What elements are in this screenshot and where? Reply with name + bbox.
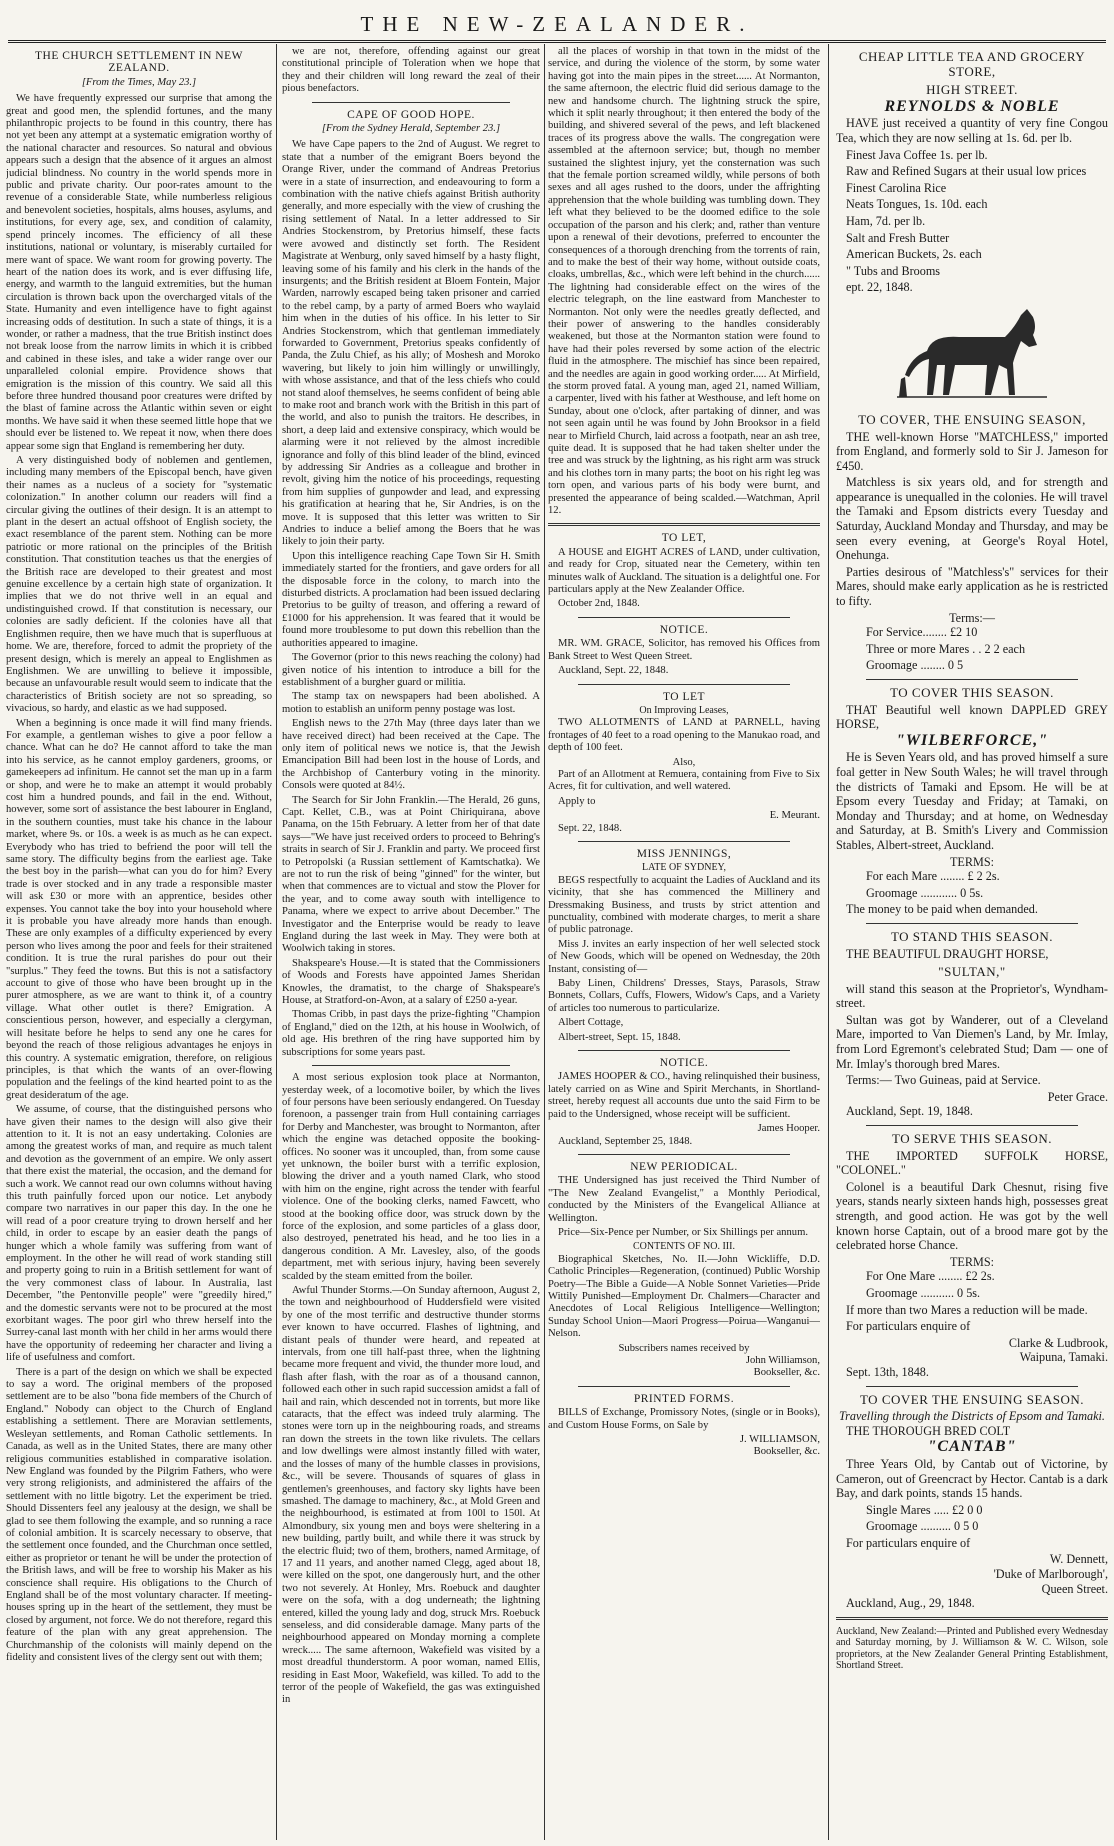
ad-body: BEGS respectfully to acquaint the Ladies of Auckland and its vicinity, that she has commenced the Millinery and Dressmaking Business, and trusts by strict attention and punctuality, combined with moderate charges, to merit a share of public patronage. [548,874,820,936]
ad-body: Colonel is a beautiful Dark Chesnut, rising five years, stands nearly sixteen hands high, possesses great strength, and good action. He was got by the well known horse Captain, out of a brood mare got by the celebrated horse Chance. [836,1179,1108,1253]
article-source: [From the Sydney Herald, September 23.] [321,123,501,135]
ad-role: Bookseller, &c. [753,1367,820,1379]
ad-horse-name: "SULTAN," [938,964,1006,980]
list-item: Ham, 7d. per lb. [846,213,926,228]
ad-body: HAVE just received a quantity of very fine Congou Tea, which they are now selling at 1s. 6d. per lb. [836,116,1108,145]
article-paragraph: Upon this intelligence reaching Cape Town Sir H. Smith immediately started for the frontiers, and gave orders for all the disposable force in the colony, to march into the disturbed districts. A proclamation had been issued declaring Pretorius to be guilty of treason, and offering a reward of £1000 for his apprehension. It was feared that it would be found more troublesome to put down this rebellion than the authorities appeared to imagine. [282,550,540,649]
ad-heading: NOTICE. [659,1057,709,1070]
list-item: American Buckets, 2s. each [846,247,982,262]
ad-date: Auckland, Sept. 19, 1848. [846,1104,973,1119]
article-heading: CAPE OF GOOD HOPE. [347,108,475,121]
ad-terms-row: For One Mare ........ £2 2s. [866,1269,995,1284]
newspaper-title: THE NEW-ZEALANDER. [360,12,754,36]
ad-terms-row: For Service........ £2 10 [866,625,978,640]
ad-signature: J. WILLIAMSON, [739,1434,820,1446]
ad-body: JAMES HOOPER & CO., having relinquished their business, lately carried on as Wine and Spirit Merchants, in Shortland-street, hereby request all accounts due unto the said Firm to be paid to the Undersigned, whose receipt will be sufficient. [548,1071,820,1120]
article-paragraph: Awful Thunder Storms.—On Sunday afternoon, August 2, the town and neighbourhood of Huddersfield were visited by one of the most terrific and destructive thunder storms ever known to have occurred. Flashes of lightning, and distant peals of thunder were heard, and repeated at intervals, from one till half-past three, when the lightning became more frequent and vivid, the thunder more loud, and flash after flash, with the roar as of a thousand cannon, followed each other in such rapid succession amidst a fall of hail and rain, which descended not in torrents, but more like cataracts, that the effect was indeed truly alarming. The stones were torn up in the neighbouring roads, and streams ran down the streets in the town like rivulets. The cellars and low dwellings were almost instantly filled with water, and the losses of many of the humble classes in provisions, &c., will be severe. Thousands of squares of glass in gentlemen's greenhouses, and factory sky lights have been smashed. The damage to machinery, &c., at Mold Green and the neighbourhood, is estimated at from 100l to 150l. At Almondbury, six young men and boys were sheltering in a new building, partly built, and while there it was struck by the electric fluid; two of them, brothers, named Armitage, of 17 and 11 years, and another named Clegg, aged about 18, were killed on the spot, one dangerously hurt, and the other two not severely. At Honley, Mrs. Roebuck and daughter were on the sofa, with a dog underneath; the lightning entered, killed the young lady and dog, struck Mrs. Roebuck senseless, and did considerable damage. Many parts of the neighbourhood appeared on Monday morning a complete wreck..... The same afternoon, Wakefield was visited by a most dreadful thunderstorm. A poor woman, named Ellis, residing in East Moor, Wakefield, was killed. To add to the terror of the people of Wakefield, the gas was extinguished in [282,1285,540,1706]
ad-heading: NEW PERIODICAL. [630,1160,738,1173]
ad-heading: TO SERVE THIS SEASON. [892,1131,1052,1147]
ad-terms-row: For each Mare ........ £ 2 2s. [866,869,1000,884]
separator [578,1154,790,1155]
article-paragraph: When a beginning is once made it will find many friends. For example, a gentleman wishes to give a poor fellow a chance. What can he do? He cannot afford to take the man into his service, as he cannot employ gardeners, grooms, or gamekeepers ad infinitum. He cannot set the man up in a farm or shop, and were he to make an attempt it would probably cost him a hundred pounds, and fail in the end. Without, however, some sort of assistance the best labourer in England, in the southern counties, must take his chance in the labour market, where 9s. or 10s. a week is as much as he can expect. Everybody who has tried to befriend the poor will tell the same story. The difficulty begins from the earliest age. Take the best boy in the parish—what can you do for him? Every trade is over stocked and in any trade a responsible master will ask £30 or more with an apprentice, besides other expenses. You cannot take the boy into your household where it is probable you have already more hands than enough. These are only examples of a difficulty experienced by every person who lives among the poor and feels for their straitened condition. It is true the rural parishes do pour out their "surplus." They feed the towns. But this is not a satisfactory account to give of those who have been brought up in the purer atmosphere, as we are want to think it, of a country village. What other outlet is there? Emigration. A conscientious person, however, and especially a clergyman, will hesitate before he helps to send any one he cares for beyond the reach of those religious advantages he enjoys in this country. A systematic emigration, therefore, on religious principles, is that which the wants of an over-flowing population and the feelings of the kind hearted point to as the great desideratum of the age. [6,717,272,1101]
horse-woodcut-icon [887,299,1057,409]
separator [866,679,1078,680]
list-item: Finest Carolina Rice [846,180,947,195]
column-1 [6,46,272,1836]
list-item: " Tubs and Brooms [846,263,941,278]
ad-terms-row: Single Mares ..... £2 0 0 [866,1502,983,1517]
ad-place: Waipuna, Tamaki. [1019,1350,1108,1365]
ad-brand: REYNOLDS & NOBLE [884,97,1060,115]
ad-particulars: For particulars enquire of [846,1319,971,1334]
ad-date: Auckland, Aug., 29, 1848. [846,1596,975,1611]
ad-body: THE Undersigned has just received the Third Number of "The New Zealand Evangelist," a Monthly Periodical, conducted by the Ministers of the Evangelical Alliance at Wellington. [548,1175,820,1224]
ad-place: Albert Cottage, [558,1017,624,1029]
ad-terms: Terms:— Two Guineas, paid at Service. [846,1073,1041,1088]
ad-date: Auckland, September 25, 1848. [558,1135,693,1147]
ad-role: Bookseller, &c. [753,1446,820,1458]
ad-heading: TO LET [662,690,706,703]
ad-body: A HOUSE and EIGHT ACRES of LAND, under cultivation, and ready for Crop, situated near the Cemetery, within ten minutes walk of Auckland. The situation is a delightful one. For particulars apply at the New Zealander Office. [548,546,820,596]
separator [578,1050,790,1051]
ad-body: Miss J. invites an early inspection of her well selected stock of New Goods, which will be opened on Wednesday, the 20th Instant, consisting of— [548,938,820,975]
ad-date: ept. 22, 1848. [846,280,913,295]
ad-body: He is Seven Years old, and has proved himself a sure foal getter in New South Wales; he will travel through the districts of Tamaki and Epsom. He will be at Epsom every Tuesday and Friday; at Tamaki, on Monday and Thursday; and at home, on Wednesday and Saturday, at B. Smith's Livery and Commission Stables, Albert-street, Auckland. [836,750,1108,852]
article-source: [From the Times, May 23.] [81,76,197,88]
article-paragraph: We assume, of course, that the distinguished persons who have given their names to the design will also give their attention to it. It is not an easy undertaking. Colonies are among the greatest works of man, and require as much talent and devotion as the government of an empire. We only assert that there exist the material, the occasion, and the demand for such a work. We cannot read our own columns without having this truth painfully forced upon our notice. Let anybody compare two narratives in our paper this day. In the one he will read of a poor creature trying to drown herself and her child, in order to escape by an easier death the pangs of hunger which a whole family was suffering from want of employment. In the other he will read of work standing still and property going to ruin in a British settlement for want of the very commonest class of labour. In Australia, last December, "the Pentonville people" were "greedily hired," and the domestic servants were not to be procured at the most exorbitant wages. The poor girl who threw herself into the Surrey-canal last month with her child in her arms would there have the opportunity of redeeming her character and living a life of usefulness and comfort. [6,1104,272,1364]
ad-body: THAT Beautiful well known DAPPLED GREY HORSE, [836,702,1108,732]
ad-note: If more than two Mares a reduction will be made. [846,1302,1088,1317]
ad-body: Matchless is six years old, and for strength and appearance is unequalled in the colonies. He will travel the Tamaki and Epsom districts every Tuesday and Saturday, Auckland Monday and Thursday, and may be seen every evening, at George's Royal Hotel, Onehunga. [836,475,1108,563]
ad-heading: TO COVER, THE ENSUING SEASON, [858,411,1086,427]
article-paragraph: English news to the 27th May (three days later than we have received direct) had been received at the Cape. The only item of political news we notice is, that the Jewish Emancipation Bill had been lost in the house of Lords, and the Archbishop of Canterbury voting in the minority. Consols were quoted at 84½. [282,718,540,792]
ad-terms-label: TERMS: [949,854,995,869]
separator [312,102,510,103]
ad-contents-title: CONTENTS OF NO. III. [633,1241,735,1253]
ad-place: 'Duke of Marlborough', [993,1567,1108,1582]
ad-terms-row: Groomage ........... 0 5s. [866,1285,981,1300]
ad-also: Also, [672,756,696,768]
ad-body: TWO ALLOTMENTS of LAND at PARNELL, having frontages of 40 feet to a road opening to the Manukao road, and depth of 100 feet. [548,717,820,754]
article-paragraph: We have frequently expressed our surprise that among the great and good men, the splendid fortunes, and the many philanthropic projects to be found in this country, there has not yet been any attempt at a systematic emigration worthy of the national character and resources. So natural and obvious appears such a design that the absence of it argues an almost judicial blindness. No country in the world spends more in public and private charity. Our poor-rates amount to the revenue of a considerable State, while numberless religious and benevolent societies, hospitals, alms houses, asylums, and institutions, for every age, sex, and condition of calamity, spend princely incomes. The efficiency of all these institutions, national or voluntary, is miserably curtailed for mere want of space. We want room for growing poverty. The heart of the nation does its work, and is ever diffusing life, energy, and warmth to the languid extremities, but the human circulation is thrown back upon the overcharged vitals of the State. Humanity and even intelligence have to fight against increasing odds of destitution. In such a state of things, it is a wonder, or rather a madness, that the true British instinct does not break loose from the narrow limits in which it is cribbed and cabined in these isles, and take a wider range over our unparalleled colonial empire. Providence shows that emigration is the mission of this country. We said all this before three hundred thousand poor creatures were drifted by the blast of famine across the Atlantic within seven or eight months. We have said it when these seemed little hope that we should ever be listened to. We repeat it now, when there does appear some sign that England is remembering her duty. [6,93,272,452]
article-paragraph: The Search for Sir John Franklin.—The Herald, 26 guns, Capt. Kellet, C.B., was at Point Chiriquirana, above Panama, on the 15th February. A letter from her of that date says—"We have just received orders to proceed to Behring's straits in search of Sir J. Franklin and party. We proceed first to Petropolski (a Russian settlement of Kamtschatka). We are not to run the risk of being "ginned" for the winter, but when that commences are to victual and stow the Plover for the year, and to come away south with intelligence to Panama, where we expect to arrive about December." The Investigator and the Enterprise would be ready to leave England during the last week in May. They were both at Woolwich taking in stores. [282,794,540,955]
ad-terms-row: Groomage ............ 0 5s. [866,885,984,900]
separator [866,923,1078,924]
ad-contents: Biographical Sketches, No. II.—John Wickliffe, D.D. Catholic Principles—Regeneration, (continued) Public Worship Poetry—The Bible a Guide—A Noble Sonnet Varieties—Pride Wittily Punished—Employment Dr. Chalmers—Character and Anecdotes of Local Religious Intelligence—Wellington; Sunday School Union—Maori Progress—Poirua—Wanganui—Nelson. [548,1253,820,1340]
ad-heading: TO COVER THIS SEASON. [890,685,1054,700]
list-item: Finest Java Coffee 1s. per lb. [846,147,988,162]
article-paragraph: The stamp tax on newspapers had been abolished. A motion to establish an uniform penny postage was lost. [282,691,540,715]
ad-terms-row: Groomage ........ 0 5 [866,658,964,673]
masthead [0,0,1114,44]
article-paragraph: A very distinguished body of noblemen and gentlemen, including many members of the Episcopal bench, have given their names as a nucleus of a society for "systematic colonization." In another column our readers will find a circular giving the outlines of their design. It is an attempt to plant in the desert an actual offshoot of English society, the exact resemblance of the parent stem. Nothing can be more patriotic or more rational on the principles of the British constitution. That constitution teaches us that the energies of the British race are developed to their greatest and most genuine excellence by a certain high state of organization. It implies that we do not thrive well in an equal and undistinguished crowd. If that constitution is necessary, our colonies are sadly deficient. If the colonies have all that Englishmen require, then we have much that is superfluous at home. We are, therefore, forced to admit the propriety of the present design, which is merely an appeal to Englishmen as Englishmen. We are unwilling to believe it impossible, because an unfavourable result would seem to indicate that the characteristics of British society are not so spreading, so vivacious, so hardy, and elastic as we had supposed. [6,455,272,715]
ad-subscribers: Subscribers names received by [618,1342,750,1354]
article-paragraph: Shakspeare's House.—It is stated that the Commissioners of Woods and Forests have appointed James Sheridan Knowles, the dramatist, to the charge of Shakspeare's House, at Stratford-on-Avon, at a salary of £250 a-year. [282,957,540,1007]
ad-heading: TO COVER THE ENSUING SEASON. [859,1391,1085,1407]
ad-body: will stand this season at the Proprietor's, Wyndham-street. [836,981,1108,1011]
ad-subheading: HIGH STREET. [926,82,1018,98]
article-paragraph: We have Cape papers to the 2nd of August. We regret to state that a number of the emigrant Boers beyond the Orange River, under the command of Andreas Pretorius were in a state of insurrection, and endeavouring to form a combination with the native chiefs against British authority generally, and more especially with the view of crushing the rising settlement of Natal. In a letter addressed to Sir Andries Stockenstrom, by Pretorius himself, these facts were avowed and distinctly set forth. The Resident Magistrate at Wenburg, only saved himself by a hasty flight, leaving some of his family and his clerk in the hands of the insurgents; and the British resident at Bloem Fontein, Major Warden, narrowly escaped being taken prisoner and carried to the rebel camp, by a party of armed Boers who waylaid him when in the duties of his office. In his letter to Sir Andries Stockenstrom, which that gentleman immediately forwarded to Government, Pretorius speaks confidently of Panda, the Zulu Chief, as his ally; of Moshesh and Moroko wavering, but likely to join him willingly or unwillingly, with whose assistance, and that of the less chiefs who could not stand aloof themselves, he seems confident of being able to make root and branch work with the British in this part of the world, and also to punish the traitors. He describes, in short, a deep laid and extensive conspiracy, which would be alarming were it not relieved by the almost incredible ignorance and folly of this blind leader of the blind, evinced by addressing Sir Andries as a colleague and brother in revolt, giving him the notice of his proceedings, requesting from him supplies of gunpowder and lead, and expressing his gratification at hearing that he, Sir Andries, is on the move. It is supposed that this letter was written to Sir Andries to induce a belief among the Boers that he was likely to join their party. [282,139,540,548]
separator [312,1065,510,1066]
ad-date: Sept. 13th, 1848. [846,1364,929,1379]
ad-body: Sultan was got by Wanderer, out of a Cleveland Mare, imported to Van Diemen's Land, by Mr. Imlay, from Lord Egremont's celebrated Stud; Dam — one of Mr. Imlay's thorough bred Mares. [836,1012,1108,1071]
ad-horse-name: "CANTAB" [927,1438,1017,1456]
article-paragraph: The Governor (prior to this news reaching the colony) had given notice of his intention to introduce a bill for the establishment of a burgher guard or militia. [282,652,540,688]
ad-terms-label: Terms:— [949,610,995,625]
column-2 [282,46,540,1836]
ad-signature: Clarke & Ludbrook, [1008,1335,1108,1350]
ad-horse-name: "WILBERFORCE," [895,731,1049,749]
list-item: Salt and Fresh Butter [846,230,950,245]
ad-signature: W. Dennett, [1049,1552,1108,1567]
ad-travel-note: Travelling through the Districts of Epsom and Tamaki. [839,1409,1105,1424]
column-divider [544,44,545,1840]
ad-body: THE BEAUTIFUL DRAUGHT HORSE, [846,946,1049,961]
ad-heading: PRINTED FORMS. [633,1392,735,1405]
ad-body: BILLS of Exchange, Promissory Notes, (single or in Books), and Custom House Forms, on Sale by [548,1407,820,1431]
column-3 [548,46,820,1836]
ad-terms-row: Three or more Mares . . 2 2 each [866,641,1026,656]
ad-note: The money to be paid when demanded. [846,902,1038,917]
article-paragraph: There is a part of the design on which we shall be expected to say a word. The original members of the proposed settlement are to be also "bona fide members of the Church of England." Nobody can object to the Church of England establishing a settlement. There are Moravian settlements, Wesleyan settlements, and Roman Catholic settlements. In Canada, as well as in the United States, there are many other religious communities established in comparative isolation. New England was founded by the Pilgrim Fathers, who were very strong religionists, and administered the affairs of the settlement with no little bigotry. Let the experiment be tried. Should Dissenters feel any jealousy at the design, we shall be glad to see them following the example, and so running a race of colonial ambition. It is scarcely necessary to observe, that the settlement once founded, and the Churchman once settled, either as proprietor or tenant he will be under the protection of the British laws, and will be free to worship his Maker as his conscience shall require. His obligations to the Church of England shall be of the most voluntary character. If meeting-houses spring up in the heart of the settlement, they must be closed by argument, not force. We do not therefore, regard this feature of the plan with any great apprehension. The Churchmanship of the colonists will mainly depend on the fidelity and consistent lives of the clergy sent out with them; [6,1366,272,1663]
ad-date: October 2nd, 1848. [558,598,640,610]
list-item: Raw and Refined Sugars at their usual low prices [846,164,1087,179]
article-continuation: all the places of worship in that town in the midst of the service, and during the violence of the storm, by some water having got into the main pipes in the street...... At Normanton, the same afternoon, the electric fluid did serious damage to the new and handsome church. The lightning struck the spire, which it split nearly throughout; it then entered the body of the building, and shivered several of the pews, and left blackened traces of its progress above the walls. The congregation were assembled at the afternoon service; but, though no member sustained the slightest injury, yet the consternation was such that the female portion screamed wildly, while persons of both sexes and all ages rushed to the doors, under the affrighting apprehension that the whole building was tumbling down. They left what they believed to be the doomed edifice to the sole occupation of the parson and his clerk; and, rather than venture upon a renewal of their devotions, preferred to encounter the consequences of a thorough drenching from the torrents of rain, and to make the best of their way home, without outside coats, cloaks, umbrellas, &c., which were left behind in the church...... The lightning had considerable effect on the wires of the electric telegraph, on the line eastward from Manchester to Normanton. Not only were the needles greatly deflected, and their power of answering to the handles considerably weakened, but those at the Normanton station were found to have had their poles reversed by some action of the electric fluid in the atmosphere. The mischief has since been repaired, and the needles are again in good working order..... At Mirfield, the storm proved fatal. A young man, aged 21, named William, a carpenter, lived with his father at Westhouse, and left home on Sunday, about one o'clock, after partaking of dinner, and was not seen again until he was found by John Brooksor in a field near to Mirfield Church, laid across a footpath, near an ash tree, quite dead. It is supposed that he had taken shelter under the tree and was struck by the lightning, as his right arm was struck and his clothes torn in many parts; the boot on his right leg was torn open, and various parts of his body were burnt, and presented the appearance of being scalded.—Watchman, April 12. [548,46,820,517]
column-divider [276,44,277,1840]
ad-body: Part of an Allotment at Remuera, containing from Five to Six Acres, fit for cultivation, and well watered. [548,768,820,793]
ad-date: Auckland, Sept. 22, 1848. [558,665,669,677]
ad-body: THE IMPORTED SUFFOLK HORSE, "COLONEL." [836,1148,1108,1178]
ad-heading: MISS JENNINGS, [636,847,732,860]
ad-terms-row: Groomage .......... 0 5 0 [866,1519,979,1534]
ad-body: Parties desirous of "Matchless's" services for their Mares, should make early application as he is restricted to fifty. [836,564,1108,609]
printer-imprint: Auckland, New Zealand:—Printed and Published every Wednesday and Saturday morning, by J. Williamson & W. C. Wilson, sole proprietors, at the New Zealander General Printing Establishment, Shortland Street. [836,1625,1108,1672]
separator [578,1386,790,1387]
ad-body: Baby Linen, Childrens' Dresses, Stays, Parasols, Straw Bonnets, Collars, Cuffs, Flowers, Widow's Caps, and a Variety of articles too numerous to particularize. [548,978,820,1014]
ad-apply: Apply to [558,795,596,807]
separator [548,523,820,526]
ad-item-list [836,148,1108,279]
ad-body: THE well-known Horse "MATCHLESS," imported from England, and formerly sold to Sir J. Jameson for £450. [836,429,1108,473]
ad-heading: TO STAND THIS SEASON. [890,928,1054,944]
column-4 [836,46,1108,1836]
ad-body: THE THOROUGH BRED COLT [846,1423,1011,1438]
ad-heading: TO LET, [661,532,707,545]
ad-subheading: LATE OF SYDNEY, [642,862,726,874]
ad-place: Queen Street. [1041,1581,1108,1596]
ad-subheading: On Improving Leases, [639,704,729,716]
ad-particulars: For particulars enquire of [846,1535,971,1550]
column-divider [828,44,829,1840]
article-paragraph: A most serious explosion took place at Normanton, yesterday week, of a locomotive boiler, by which the lives of four persons have been seriously endangered. On Tuesday forenoon, a passenger train from Hull containing carriages for Derby and Manchester, was brought to Normanton, after which the engine was detached opposite the booking-offices. No sooner was it uncoupled, than, from some cause yet unknown, the boiler burst with a terrific explosion, blowing the driver and a youth named Clark, who stood with him on the engine, right across the tender with fearful violence. One of the booking clerks, named Fawcett, who stood at the booking office door, was struck down by the force of the explosion, and some particles of a glass door, also destroyed, penetrated his head, and he too lies in a dangerous condition. A Mr. Lavesley, also, of the goods department, met with serious injury, having been severely scalded by the steam emitted from the boiler. [282,1072,540,1282]
article-heading: THE CHURCH SETTLEMENT IN NEW ZEALAND. [35,50,243,75]
ad-signature: John Williamson, [745,1355,820,1366]
article-paragraph: Thomas Cribb, in past days the prize-fighting "Champion of England," died on the 12th, at his house in Woolwich, of old age. His brethren of the ring have supported him by subscriptions for some years past. [282,1009,540,1058]
ad-terms-label: TERMS: [949,1254,995,1269]
separator [578,841,790,842]
article-continuation: we are not, therefore, offending against our great constitutional principle of Toleration when we hope that they and their children will long reward the zeal of their pious benefactors. [282,46,540,95]
ad-price: Price—Six-Pence per Number, or Six Shillings per annum. [558,1226,808,1238]
masthead-rule [8,40,1106,43]
ad-heading: NOTICE. [659,623,709,636]
ad-body: Three Years Old, by Cantab out of Victorine, by Cameron, out of Greencract by Hector. Cantab is a dark Bay, and dark points, stands 15 hands. [836,1456,1108,1501]
ad-signature: Peter Grace. [1047,1089,1108,1104]
ad-body: MR. WM. GRACE, Solicitor, has removed his Offices from Bank Street to West Queen Street. [548,638,820,662]
separator [866,1125,1078,1126]
separator [866,1386,1078,1387]
separator [836,1617,1108,1620]
ad-date: Sept. 22, 1848. [558,822,622,834]
ad-signature: James Hooper. [757,1123,820,1135]
separator [578,684,790,685]
separator [578,617,790,618]
ad-heading: CHEAP LITTLE TEA AND GROCERY STORE, [858,49,1086,79]
ad-date: Albert-street, Sept. 15, 1848. [558,1031,681,1043]
list-item: Neats Tongues, 1s. 10d. each [846,197,988,212]
ad-signature: E. Meurant. [769,810,820,822]
